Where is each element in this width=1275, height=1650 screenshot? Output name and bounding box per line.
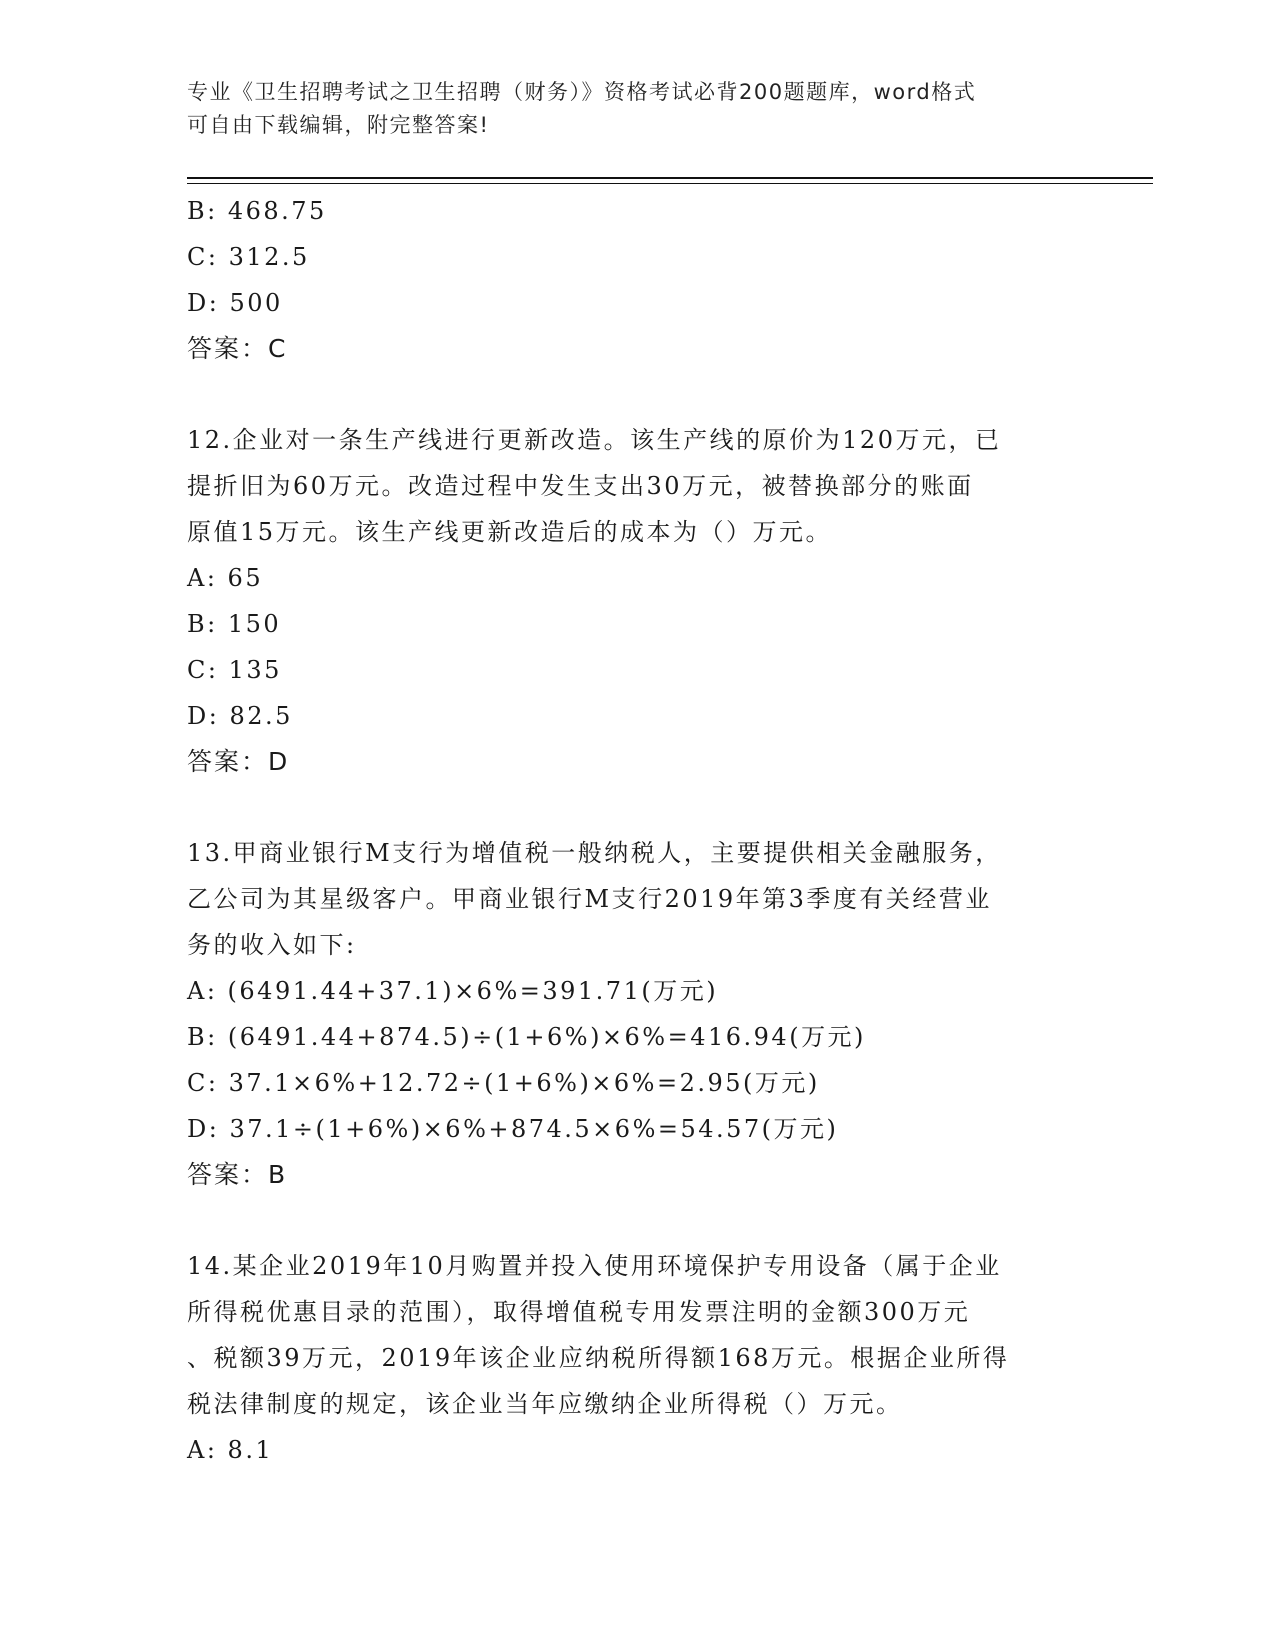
option-d: D: 500 bbox=[187, 289, 283, 317]
question-text-line: 12.企业对一条生产线进行更新改造。该生产线的原价为120万元，已 bbox=[187, 426, 1002, 454]
answer-line: 答案：B bbox=[187, 1160, 288, 1189]
option-c: C: 135 bbox=[187, 656, 282, 684]
answer-line: 答案：C bbox=[187, 334, 288, 363]
document-body bbox=[187, 188, 1087, 1473]
question-text-line: 务的收入如下: bbox=[187, 931, 357, 959]
question-text-line: 14.某企业2019年10月购置并投入使用环境保护专用设备（属于企业 bbox=[187, 1252, 1002, 1280]
question-text-line: 提折旧为60万元。改造过程中发生支出30万元，被替换部分的账面 bbox=[187, 472, 974, 500]
previous-question-tail bbox=[187, 188, 1087, 372]
option-b: B: (6491.44+874.5)÷(1+6%)×6%=416.94(万元) bbox=[187, 1023, 866, 1051]
header-divider-thin bbox=[187, 183, 1153, 184]
question-14 bbox=[187, 1243, 1087, 1473]
option-a: A: 8.1 bbox=[187, 1436, 274, 1464]
option-d: D: 37.1÷(1+6%)×6%+874.5×6%=54.57(万元) bbox=[187, 1115, 839, 1143]
option-a: A: 65 bbox=[187, 564, 264, 592]
option-a: A: (6491.44+37.1)×6%=391.71(万元) bbox=[187, 977, 719, 1005]
header-divider-thick bbox=[187, 177, 1153, 179]
question-12 bbox=[187, 417, 1087, 785]
answer-line: 答案：D bbox=[187, 747, 290, 776]
header-line-1: 专业《卫生招聘考试之卫生招聘（财务）》资格考试必背200题题库，word格式 bbox=[187, 80, 977, 104]
option-b: B: 150 bbox=[187, 610, 282, 638]
option-b: B: 468.75 bbox=[187, 197, 327, 225]
option-c: C: 312.5 bbox=[187, 243, 310, 271]
header-line-2: 可自由下载编辑，附完整答案! bbox=[187, 113, 490, 137]
question-text-line: 原值15万元。该生产线更新改造后的成本为（）万元。 bbox=[187, 518, 833, 546]
option-d: D: 82.5 bbox=[187, 702, 293, 730]
option-c: C: 37.1×6%+12.72÷(1+6%)×6%=2.95(万元) bbox=[187, 1069, 820, 1097]
question-text-line: 所得税优惠目录的范围），取得增值税专用发票注明的金额300万元 bbox=[187, 1298, 971, 1326]
question-text-line: 13.甲商业银行M支行为增值税一般纳税人，主要提供相关金融服务， bbox=[187, 839, 1002, 867]
question-text-line: 、税额39万元，2019年该企业应纳税所得额168万元。根据企业所得 bbox=[187, 1344, 1010, 1372]
document-header bbox=[187, 76, 1087, 142]
question-13 bbox=[187, 830, 1087, 1198]
question-text-line: 乙公司为其星级客户。甲商业银行M支行2019年第3季度有关经营业 bbox=[187, 885, 992, 913]
question-text-line: 税法律制度的规定，该企业当年应缴纳企业所得税（）万元。 bbox=[187, 1390, 903, 1418]
